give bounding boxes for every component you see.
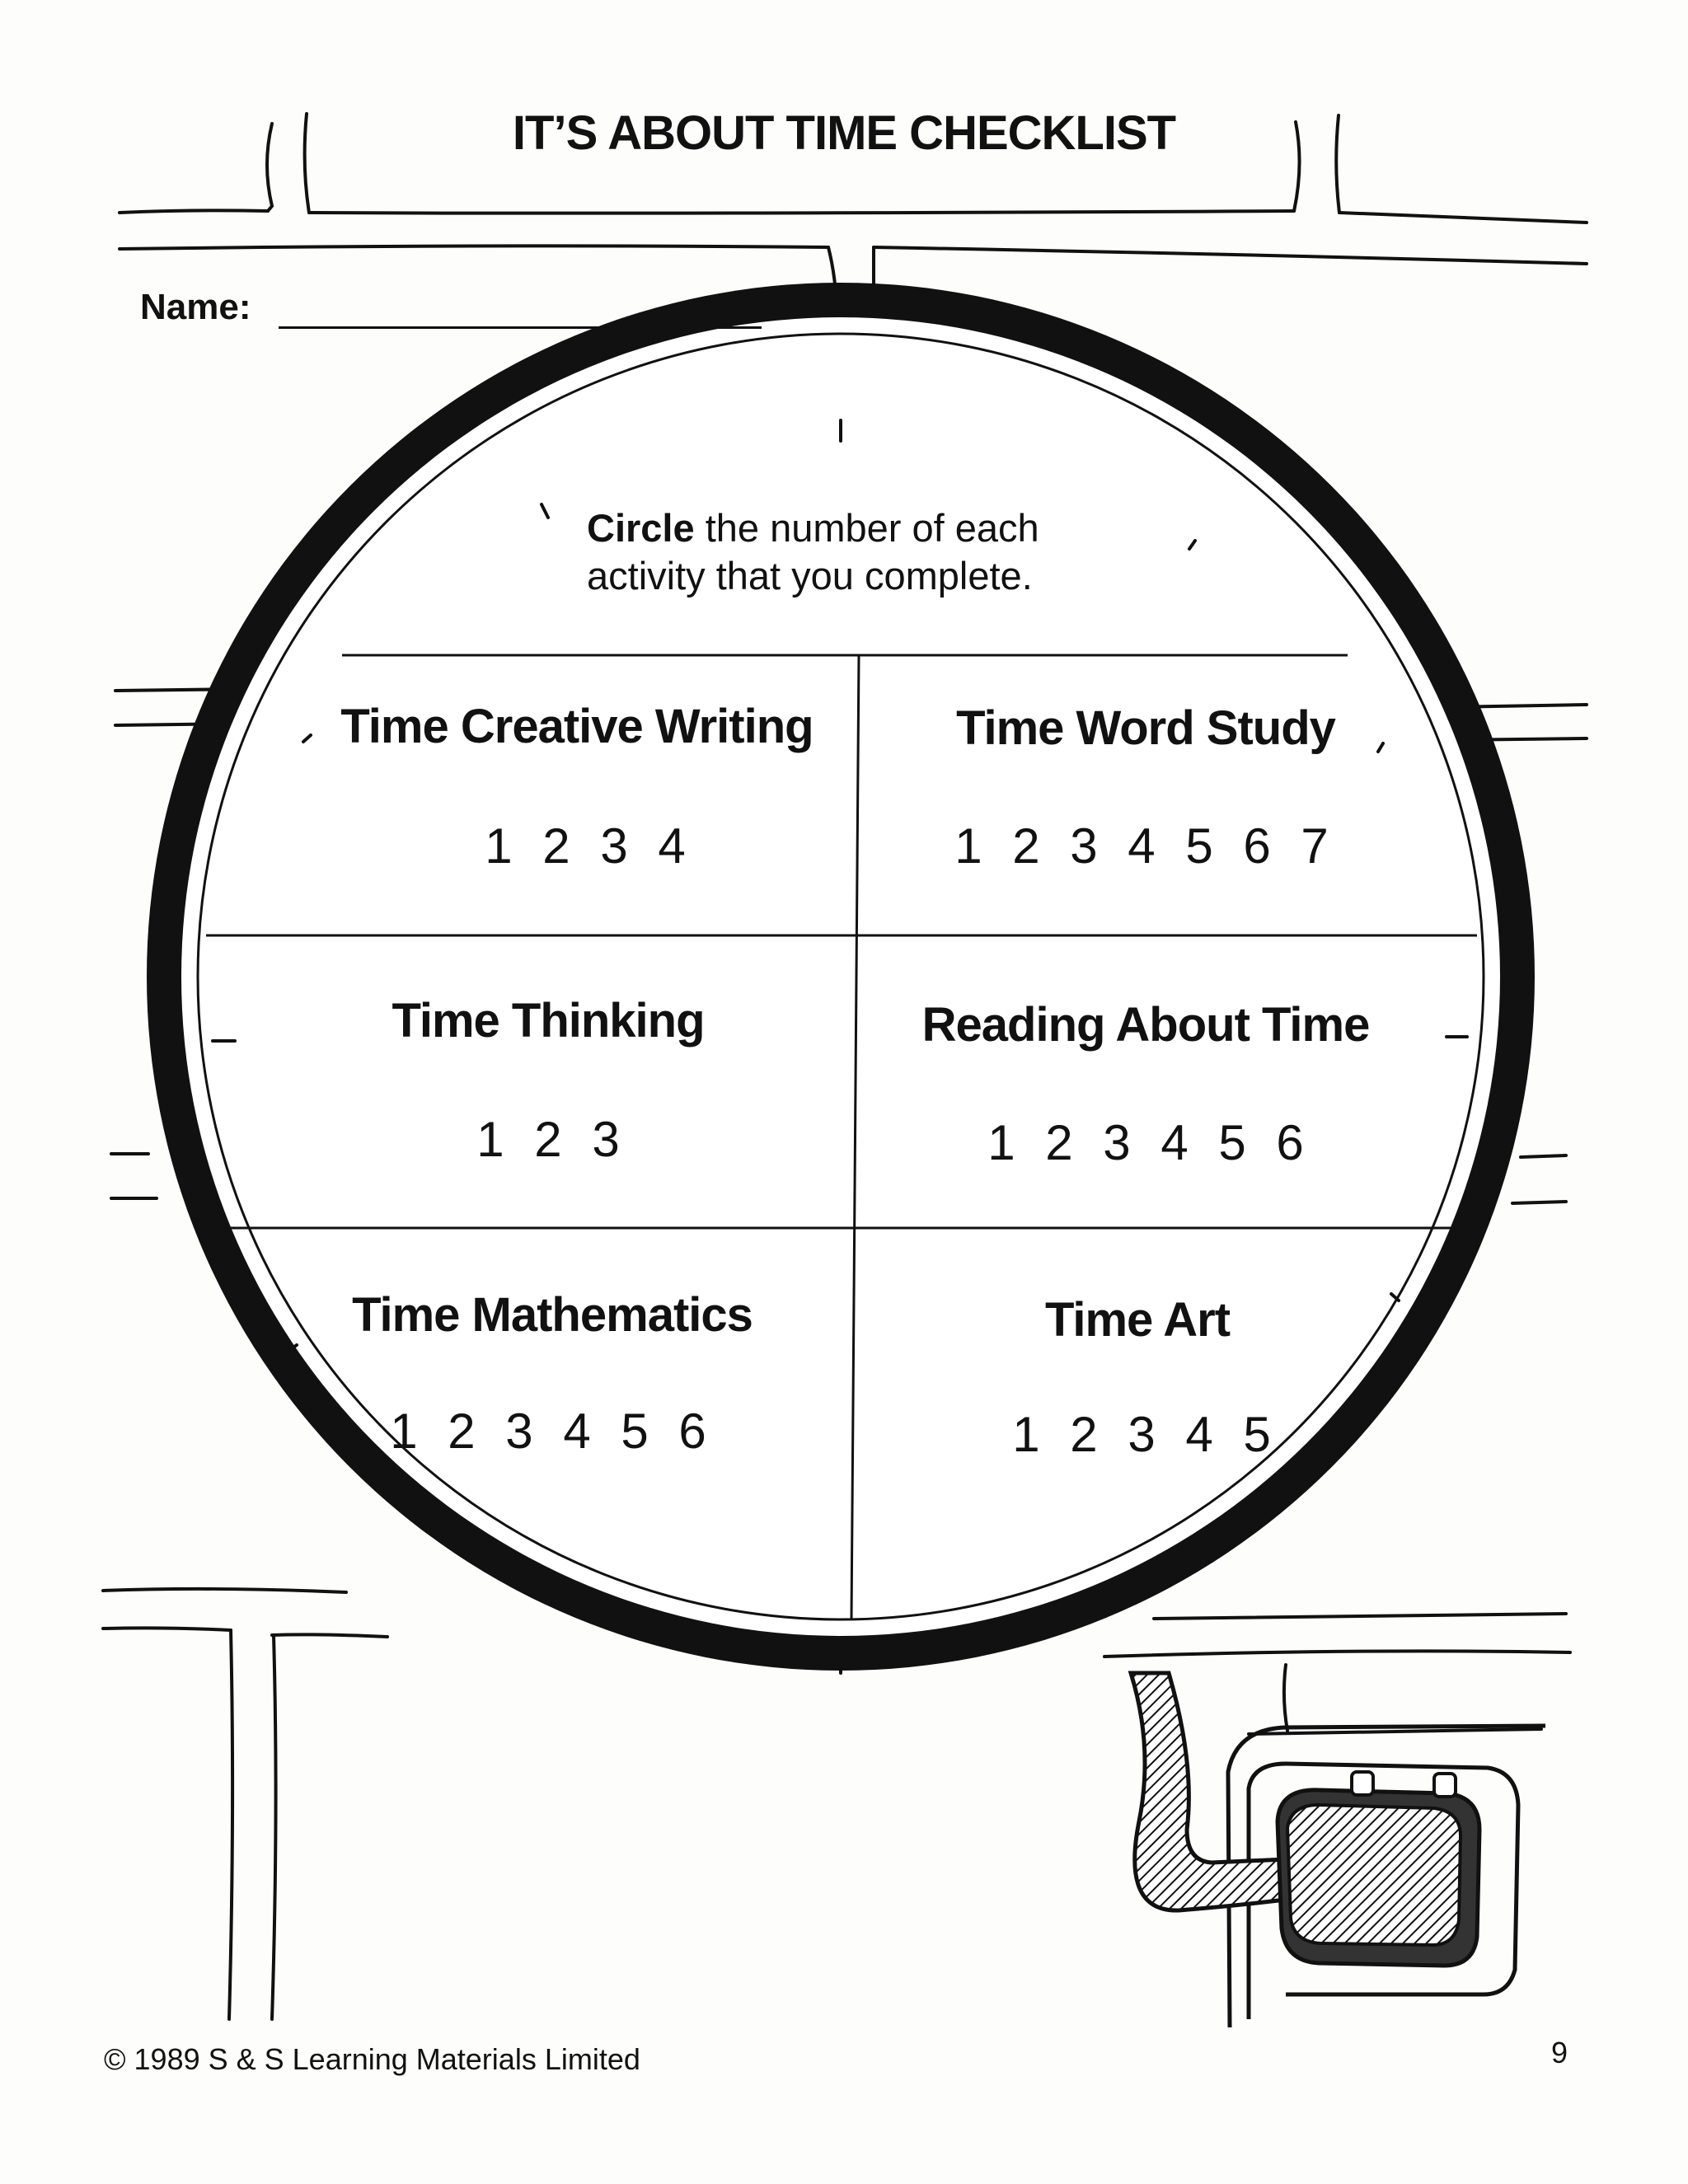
activity-title: Time Art — [1044, 1293, 1231, 1347]
page-number: 9 — [1551, 2036, 1568, 2069]
activity-title: Time Creative Writing — [340, 700, 814, 753]
copyright-footer: © 1989 S & S Learning Materials Limited — [104, 2042, 640, 2076]
activity-numbers[interactable]: 1 2 3 4 — [485, 818, 686, 874]
activity-title: Time Word Study — [956, 701, 1335, 755]
instruction-bold-word: Circle — [587, 506, 695, 550]
activity-numbers[interactable]: 1 2 3 — [476, 1112, 620, 1167]
instructions — [587, 504, 1039, 600]
page-title: IT’S ABOUT TIME CHECKLIST — [512, 106, 1176, 160]
instruction-line2: activity that you complete. — [587, 554, 1033, 598]
name-field[interactable] — [279, 326, 762, 329]
activity-title: Reading About Time — [921, 998, 1370, 1052]
name-label: Name: — [140, 287, 251, 327]
power-cord-icon — [1131, 1673, 1479, 1966]
activity-title: Time Mathematics — [352, 1288, 753, 1342]
activity-numbers[interactable]: 1 2 3 4 5 6 7 — [954, 818, 1329, 874]
activity-numbers[interactable]: 1 2 3 4 5 — [1012, 1407, 1271, 1462]
activity-numbers[interactable]: 1 2 3 4 5 6 — [987, 1115, 1304, 1170]
instruction-line1: the number of each — [694, 506, 1039, 550]
activity-title: Time Thinking — [392, 994, 705, 1047]
activity-numbers[interactable]: 1 2 3 4 5 6 — [390, 1404, 706, 1459]
